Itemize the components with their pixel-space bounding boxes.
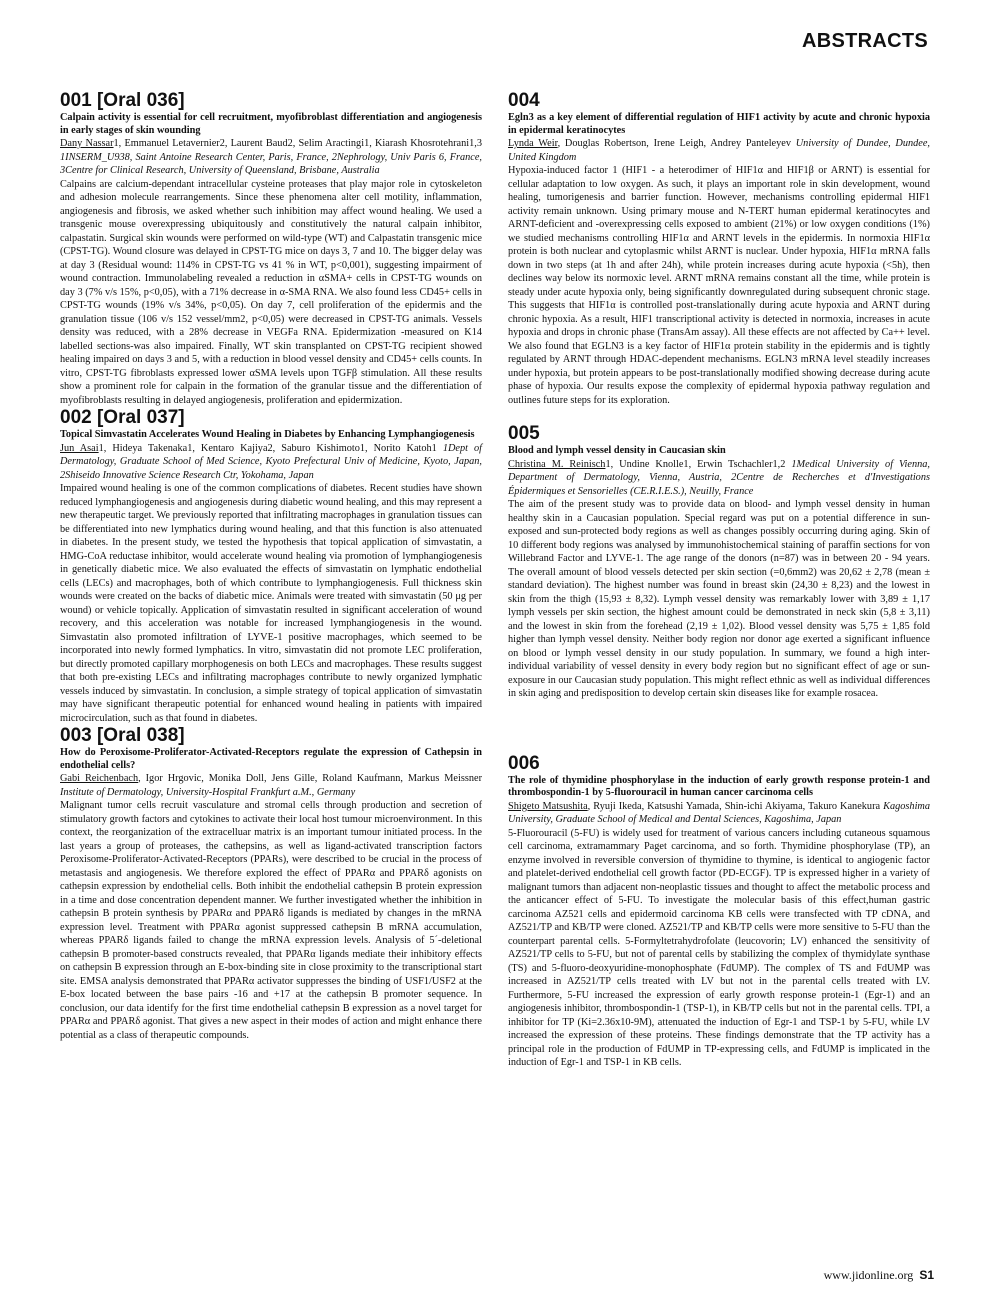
abstract-authors [508,458,930,499]
abstract-body: Impaired wound healing is one of the common complications of diabetes. Recent studies have shown reduced lymphangiogenesis and angiogenesis during diabetic wound healing, and this may represent a new therapeutic target. We previously reported that infiltrating macrophages in granulation tissues can be differentiated into new lymphatics during wound healing, and that this function is also attenuated in diabetes. In the present study, we tested the hypothesis that topical application of simvastatin, a HMG-CoA reductase inhibitor, would accelerate wound healing via promotion of lymphangiogenesis in genetically diabetic mice. We also evaluated the effects of simvastatin on lymphatic endothelial cells (LECs) and macrophages, both of which contribute to lymphangiogenesis. Full thickness skin wounds were created on the backs of diabetic mice. Animals were treated with simvastatin (50 μg per wound) or vehicle topically. Application of simvastatin resulted in significant acceleration of wound recovery, and this acceleration was notable for increased lymphangiogenesis in the wound. Simvastatin also promoted infiltration of LYVE-1 positive macrophages, which seemed to be incorporated into newly formed lymphatics. In vitro, simvastatin did not promote LEC proliferation, but directly promoted capillary morphogenesis on both LECs and macrophages. These results suggest that both pre-existing LECs and infiltrating macrophages contribute to newly organized lymphatic vessels induced by simvastatin. In conclusion, a simple strategy of topical application of simvastatin may have significant therapeutic potential for enhanced wound healing in patients with impaired microcirculation, such as that found in diabetes. [60,483,482,724]
spacer [508,407,930,423]
abstract-number: 001 [Oral 036] [60,90,185,111]
abstract-title: Calpain activity is essential for cell recruitment, myofibroblast differentiation and angiogenesis in early stages of skin wounding [60,112,482,136]
co-authors: , Ryuji Ikeda, Katsushi Yamada, Shin-ichi Akiyama, Takuro Kanekura [587,800,884,812]
abstract-authors [508,800,930,827]
abstract-004 [508,90,930,407]
abstract-001 [60,90,482,407]
abstract-003 [60,725,482,1042]
abstract-002 [60,407,482,725]
presenting-author: Lynda Weir [508,138,558,149]
abstract-006 [508,753,930,1070]
abstract-authors [60,442,482,483]
section-header: ABSTRACTS [801,30,928,52]
presenting-author: Shigeto Matsushita [508,800,588,812]
abstract-005 [508,423,930,701]
co-authors: 1, Hideya Takenaka1, Kentaro Kajiya2, Saburo Kishimoto1, Norito Katoh1 [98,442,437,454]
affiliation: University of Dundee, Dundee, United Kingdom [508,138,931,163]
co-authors: 1, Emmanuel Letavernier2, Laurent Baud2, Selim Aractingi1, Kiarash Khosrotehrani1,3 [113,138,482,149]
abstract-title: The role of thymidine phosphorylase in the induction of early growth response protein-1 and thrombospondin-1 by 5-fluorouracil in human cancer carcinoma cells [508,774,930,798]
affiliation: Kagoshima University, Graduate School of Medical and Dental Sciences, Kagoshima, Japan [508,800,931,825]
abstract-body: 5-Fluorouracil (5-FU) is widely used for treatment of various cancers including cutaneous squamous cell carcinoma, extramammary Paget carcinoma, and so forth. Thymidine phosphorylase (TP), an enzyme involved in reversible conversion of thymidine to thymine, is identical to angiogenic factor and platelet-derived endothelial cell growth factor (PD-ECGF). TP is expressed higher in a variety of malignant tumors than adjacent non-neoplastic tissues and thought to affect the metabolic process and the anticancer effect of 5-FU. To investigate the molecular basis of this effect,human gastric carcinoma AZ521 cells and epidermoid carcinoma KB cells were transfected with TP cDNA, and AZ521/TP and KB/TP were cloned. AZ521/TP and KB/TP cells were more sensitive to 5-FU than the counterpart parental cells. 5-Formyltetrahydrofolate (leucovorin; LV) enhanced the sensitivity of AZ521/TP cells to 5-FU, but not of parental cells by stabilizing the complex of thymidylate synthase (TS) and 5-fluoro-deoxyuridine-monophosphate (FdUMP). The complex of TS and FdUMP was increased in AZ521/TP cells treated with LV but not in the parental cells treated with LV. Furthermore, 5-FU increased the expression of early growth response protein-1 (Egr-1) and an angiogenesis inhibitor, thrombospondin-1 (TSP-1), in KB/TP cells but not in the parental cells. TPI, a inhibitor for TP (Ki=2.36x10-9M), attenuated the induction of Egr-1 and TSP-1 by 5-FU, while LV increased the expression of these proteins. These findings demonstrate that the TP activity has a principal role in the production of FdUMP in TP-expressing cells, and FdUMP is implicated in the induction of Egr-1 and TSP-1 in KB cells. [508,827,930,1068]
abstract-number: 004 [508,90,540,111]
abstract-title: Blood and lymph vessel density in Caucasian skin [508,445,726,456]
affiliation: 1Dept of Dermatology, Graduate School of Med Science, Kyoto Prefectural Univ of Medicine, Kyoto, Japan, 2Shiseido Innovative Science Research Ctr, Yokohama, Japan [60,442,483,481]
abstract-body: Hypoxia-induced factor 1 (HIF1 - a heterodimer of HIF1α and HIF1β or ARNT) is essential for cellular adaptation to low oxygen. As such, it plays an important role in skin development, wound healing, tumorigenesis and barrier function. However, mechanisms controlling epidermal HIF1 activity remain unknown. Using primary mouse and N-TERT human epidermal keratinocytes and ARNT-deficient and -overexpressing cells exposed to ambient (21%) or low oxygen conditions (1%) we studied mechanisms controlling HIF1α and ARNT levels in the epidermis. In normoxia HIF1α protein is both nuclear and cytoplasmic whilst ARNT is nuclear. Under hypoxia, HIF1α mRNA falls down in two steps (at 1h and after 24h), while protein increases during acute hypoxia (<5h), then declines way below its normoxic level. ARNT mRNA remains constant all the time, while protein is steady under acute hypoxia only, being significantly downregulated during subsequent chronic stage. This suggests that HIF1α is controlled post-translationally during acute hypoxia and ARNT during chronic hypoxia. As a result, HIF1 transcriptional activity is detected in normoxia, increases in acute hypoxia and drops in chronic phase (TransAm assay). All these effects are not affected by Ca++ level. We also found that EGLN3 is a key factor of HIF1α protein stability in the epidermis and is tightly regulated by ARNT through HDAC-dependent mechanisms. EGLN3 mRNA level steadily increases under hypoxia, but protein appears to be post-translationally modified showing decrease during acute phase of hypoxia. Our results expose the complexity of epidermal hypoxia pathway regulation and outlines future steps for its exploration. [508,165,930,406]
abstract-number: 005 [508,423,540,444]
abstract-authors [60,772,482,799]
co-authors: , Douglas Robertson, Irene Leigh, Andrey Panteleyev [557,138,796,149]
affiliation: 1INSERM_U938, Saint Antoine Research Center, Paris, France, 2Nephrology, Univ Paris 6, France, 3Centre for Clinical Research, University of Queensland, Brisbane, Australia [60,151,482,176]
abstract-body: Calpains are calcium-dependant intracellular cysteine proteases that play major role in cytoskeleton and adhesion molecule rearrangements. Since these phenomena alter cell motility, inflammation, angiogenesis and fibrosis, we asked whether such inhibition may affect wound healing. We used a transgenic mouse overexpressing ubiquitously and constitutively the natural calpain inhibitor, calpastatin. Surgical skin wounds were performed on wild-type (WT) and Calpastatin transgenic mice (CPST-TG). Wound closure was delayed in CPST-TG mice on days 3, 7 and 10. The bigger delay was at day 3 (Residual wound: 114% in CPST-TG vs 41 % in WT, p<0,001), suggesting impairment of wound contraction. Immunolabeling revealed a reduction in αSMA+ cells in CPST-TG wounds on day 3 (7% v/s 15%, p<0,05), with a 71% decrease in α-SMA RNA. We also found less CD45+ cells in CPST-TG wounds (19% v/s 34%, p<0,05). On day 7, cell proliferation of the epidermis and the granulation tissue (106 v/s 152 vessel/mm2, p<0,05) were decreased in CPST-TG animals. Vessels density was reduced, with a 28% decrease in VEGFa RNA. Epidermization -measured on K14 labelled sections-was also impaired. Finally, WT skin transplanted on CPST-TG recipient showed healing impaired on days 3 and 5, with a reduction in blood vessel density and CD45+ cells counts. In vitro, CPST-TG fibroblasts expressed lower αSMA levels upon TGFβ stimulation. All these results show a prominent role for calpain in the formation of the granular tissue and the differentiation of myofibroblasts resulting in delayed angiogenesis, proliferation and epidermization. [60,178,482,406]
affiliation: 1Medical University of Vienna, Department of Dermatology, Vienna, Austria, 2Centre de Recherches et d'Investigations Épidermiques et Sensorielles (CE.R.I.E.S.), Neuilly, France [508,458,930,497]
abstract-title: How do Peroxisome-Proliferator-Activated-Receptors regulate the expression of Cathepsin in endothelial cells? [60,747,482,771]
right-column [508,90,930,1070]
abstract-title: Egln3 as a key element of differential regulation of HIF1 activity by acute and chronic hypoxia in epidermal keratinocytes [508,112,930,136]
journal-url[interactable]: www.jidonline.org [823,1268,914,1282]
presenting-author: Christina M. Reinisch [508,458,606,470]
affiliation: Institute of Dermatology, University-Hospital Frankfurt a.M., Germany [60,786,356,798]
abstract-authors [508,137,930,164]
presenting-author: Dany Nassar [60,138,114,149]
page-number: S1 [919,1268,934,1282]
abstract-body: Malignant tumor cells recruit vasculature and stromal cells through production and secretion of stimulatory growth factors and cytokines to activate their local host tumour microenvironment. In this context, the reorganization of the extracelluar matrix is an important tumour initiated process. In the last years a group of proteases, the cathepsins, as well as ligand-activated transcription factors Peroxisome-Proliferator-Activated-Receptors (PPARs), were described to be crucial in the process of metastasis and angiogenesis. We therefore explored the effect of PPARα and PPARδ agonists on cathepsin expression by endothelial cells. Both inhibit the endothelial cathepsin B protein expression in a time and dose concentration dependent manner. We further investigated whether the inhibition in cathepsin B protein synthesis by PPARα and PPARδ ligands is mediated by changes in the mRNA expression level. Treatment with PPARα agonist suppressed cathepsin B mRNA accumulation, whereas PPARδ ligands failed to change the mRNA expression levels. Analysis of 5´-deletional cathepsin B promoter-based constructs revealed, that PPARα ligands mediate their inhibitory effects on cathepsin B expression through an E-box-binding site in close proximity to the transcriptional start site. EMSA analysis demonstrated that PPARα activator suppresses the binding of USF1/USF2 at the E-box located between the base pairs -16 and +17 at the cathepsin B promoter sequence. In conclusion, our data identify for the first time endothelial cathepsin B expression as a novel target for PPARα and PPARδ agonist. That gives a new aspect in their modes of action and might enhance there potential as a class of therapeutic compounds. [60,800,482,1041]
co-authors: 1, Undine Knolle1, Erwin Tschachler1,2 [605,458,792,470]
presenting-author: Jun Asai [60,442,99,454]
presenting-author: Gabi Reichenbach [60,773,139,784]
abstract-authors [60,137,482,178]
abstract-number: 002 [Oral 037] [60,407,185,428]
abstract-number: 003 [Oral 038] [60,725,185,746]
spacer [508,701,930,753]
abstract-number: 006 [508,752,540,774]
abstract-title: Topical Simvastatin Accelerates Wound Healing in Diabetes by Enhancing Lymphangiogenesis [60,429,475,440]
page-footer [824,1268,934,1283]
co-authors: , Igor Hrgovic, Monika Doll, Jens Gille, Roland Kaufmann, Markus Meissner [138,773,482,784]
abstract-body: The aim of the present study was to provide data on blood- and lymph vessel density in human healthy skin in a Caucasian population. Special regard was put on a potential difference in sun-exposed and sun-protected body regions as well as changes possibly occurring during aging. Skin of 10 different body regions was analysed by immunohistochemical staining of paraffin sections for von Willebrand Factor and LYVE-1. The age range of the donors (n=87) was in between 20 - 94 years. The overall amount of blood vessels detected per skin section (=0,6mm2) was 20,62 ± 2,78 (mean ± standard deviation). The highest number was found in breast skin (24,30 ± 8,23) and the lowest in skin from the thigh (15,93 ± 8,32). Lymph vessel density was remarkably lower with 3,89 ± 1,17 lymph vessels per skin section, the highest amount could be demonstrated in neck skin (5,8 ± 3,11) and the lowest in skin from the forehead (2,19 ± 1,02). Blood vessel density was 5,75 ± 1,85 fold higher than lymph vessel density. Neither body region nor donor age exerted a significant influence on blood or lymph vessel density in our study population. In summary, we found a high inter-individual variability of vessel density in every body region but no significant effect of age or sun-exposure in our Caucasian study population. This might reflect ethnic as well as individual differences in skin aging and predisposition to develop certain skin diseases like for example rosacea. [508,499,930,699]
left-column [60,90,482,1042]
